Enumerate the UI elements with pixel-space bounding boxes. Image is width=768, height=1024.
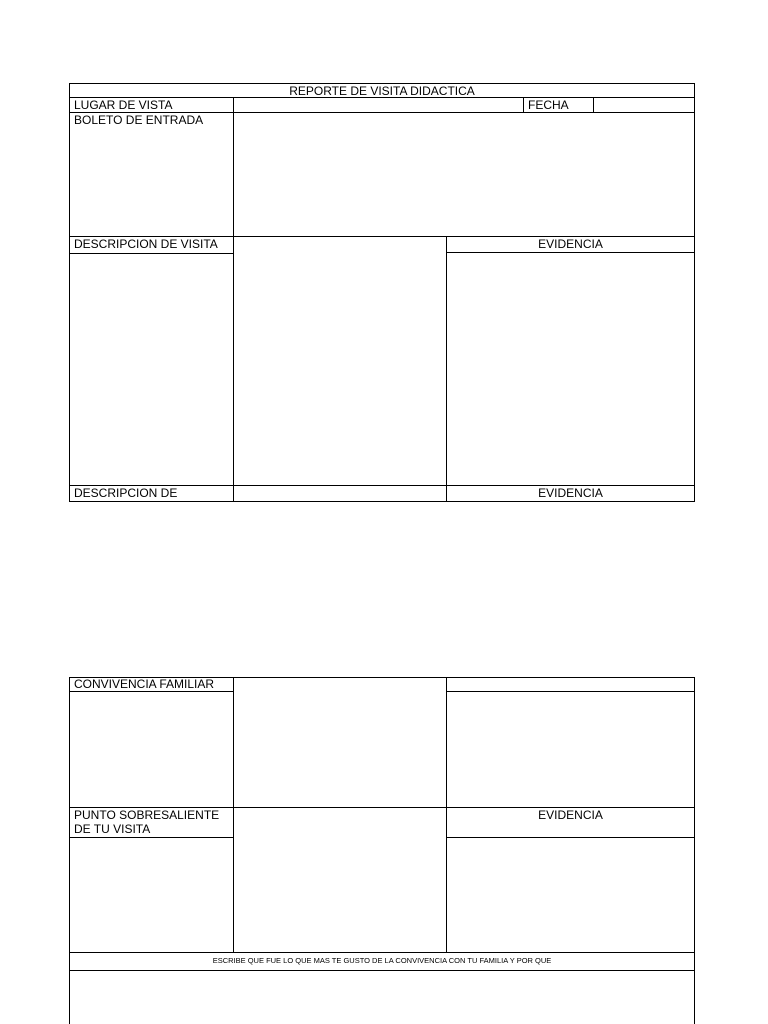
family-label: CONVIVENCIA FAMILIAR [74,677,215,691]
table-rule [69,253,234,254]
visit-description-label: DESCRIPCION DE VISITA [74,237,218,251]
table-border [694,677,695,1024]
report-title: REPORTE DE VISITA DIDACTICA [289,84,475,98]
description-of-label: DESCRIPCION DE [74,486,178,500]
ticket-area[interactable] [234,113,694,236]
table-rule [523,97,524,113]
date-label: FECHA [528,98,569,112]
evidence-header: EVIDENCIA [538,808,603,822]
table-border [69,501,695,502]
highlight-evidence-area[interactable] [447,838,694,952]
visit-description-area[interactable] [234,237,446,485]
family-description-area[interactable] [234,678,446,807]
table-border [694,83,695,502]
table-rule [69,691,234,692]
answer-area[interactable] [70,971,694,1024]
instruction-text: ESCRIBE QUE FUE LO QUE MAS TE GUSTO DE LA CONVIVENCIA CON TU FAMILIA Y POR QUE [212,956,552,965]
highlight-label-line2: DE TU VISITA [74,822,151,836]
table-border [69,83,70,502]
highlight-description-area[interactable] [234,808,446,952]
ticket-label: BOLETO DE ENTRADA [74,113,204,127]
place-label: LUGAR DE VISTA [74,98,173,112]
date-field[interactable] [594,98,694,112]
highlight-label-line1: PUNTO SOBRESALIENTE [74,808,220,822]
place-field[interactable] [234,98,523,112]
evidence-header: EVIDENCIA [538,237,603,251]
evidence-area[interactable] [447,253,694,485]
family-evidence-area[interactable] [447,692,694,807]
table-rule [69,952,695,953]
evidence-header: EVIDENCIA [538,486,603,500]
table-rule [69,837,234,838]
